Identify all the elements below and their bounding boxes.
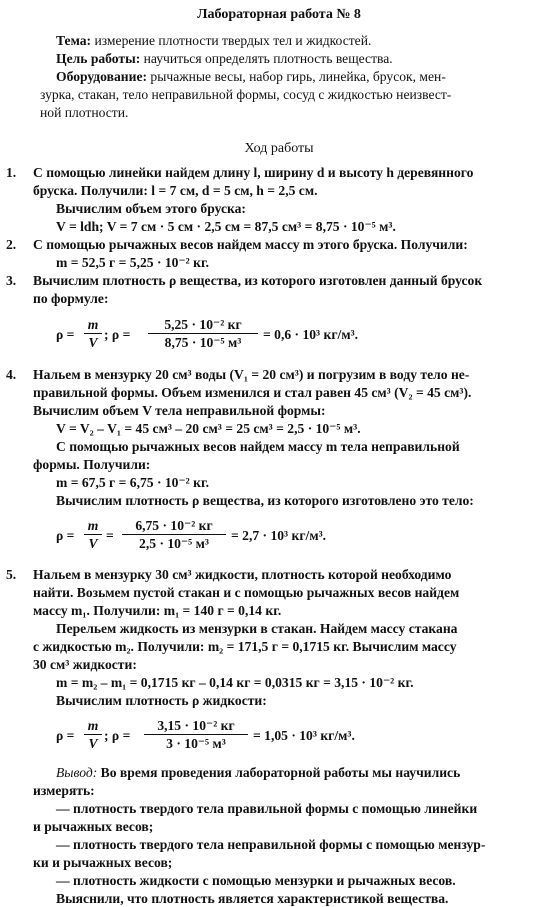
conclusion-line-6: ки и рычажных весов; (33, 855, 173, 870)
step-3-number: 3. (6, 273, 17, 288)
fraction-denominator: 3 · 10⁻⁵ м³ (166, 736, 226, 751)
step-2-line-1: С помощью рычажных весов найдем массу m этого бруска. Получили: (33, 237, 468, 252)
step-4-formula-result: = 2,7 · 10³ кг/м³. (231, 528, 327, 543)
equipment-text-1: рычажные весы, набор гирь, линейка, брусок, мен- (150, 69, 446, 84)
step-1-line-3: Вычислим объем этого бруска: (56, 201, 246, 216)
step-5-line-2: найти. Возьмем пустой стакан и с помощью рычажных весов найдем (33, 585, 460, 600)
step-4-line-6: формы. Получили: (33, 457, 151, 472)
step-4-line-1: Нальем в мензурку 20 см³ воды (V₁ = 20 см³) и погрузим в воду тело не- (33, 367, 470, 382)
step-4-line-7: m = 67,5 г = 6,75 · 10⁻² кг. (56, 475, 210, 490)
fraction-numerator: 6,75 · 10⁻² кг (122, 517, 226, 535)
step-2-number: 2. (6, 237, 17, 252)
step-4-formula-lhs: ρ = (56, 528, 75, 543)
conclusion-label: Вывод: (56, 765, 98, 780)
fraction-numerator: 5,25 · 10⁻² кг (148, 316, 258, 334)
step-3-formula-mid: ; ρ = (104, 327, 131, 342)
step-1-number: 1. (6, 165, 17, 180)
step-5-line-8: Вычислим плотность ρ жидкости: (56, 693, 267, 708)
fraction-denominator: 2,5 · 10⁻⁵ м³ (139, 536, 209, 551)
fraction-denominator: V (88, 536, 98, 551)
step-5-formula-result: = 1,05 · 10³ кг/м³. (253, 728, 355, 743)
fraction-numerator: m (84, 316, 102, 334)
equipment-text-3: ной плотности. (40, 105, 129, 120)
step-5-line-1: Нальем в мензурку 30 см³ жидкости, плотность которой необходимо (33, 567, 452, 582)
fraction-numerator: m (84, 517, 102, 535)
fraction-numerator: m (84, 717, 102, 735)
fraction-denominator: 8,75 · 10⁻⁵ м³ (164, 335, 242, 350)
conclusion-text-1: Во время проведения лабораторной работы мы научились (100, 765, 461, 780)
step-3-line-2: по формуле: (33, 291, 109, 306)
step-4-line-8: Вычислим плотность ρ вещества, из которого изготовлено это тело: (56, 493, 474, 508)
goal-text: научиться определять плотность вещества. (143, 51, 393, 66)
equipment-line (56, 68, 446, 85)
step-5-line-3: массу m₁. Получили: m₁ = 140 г = 0,14 кг. (33, 603, 282, 618)
step-5-line-4: Перельем жидкость из мензурки в стакан. Найдем массу стакана (56, 621, 458, 636)
theme-line (56, 32, 371, 49)
step-3-fraction-values (148, 316, 258, 351)
conclusion-line-2: измерять: (33, 783, 95, 798)
step-4-number: 4. (6, 367, 17, 382)
step-4-fraction-m-v (84, 517, 102, 552)
conclusion-line-8: Выяснили, что плотность является характеристикой вещества. (56, 891, 449, 906)
fraction-denominator: V (88, 335, 98, 350)
theme-text: измерение плотности твердых тел и жидкостей. (94, 33, 372, 48)
conclusion-line-3: — плотность твердого тела правильной формы с помощью линейки (56, 801, 478, 816)
step-4-line-3: Вычислим объем V тела неправильной формы: (33, 403, 326, 418)
equipment-label: Оборудование: (56, 69, 148, 84)
step-3-line-1: Вычислим плотность ρ вещества, из которого изготовлен данный брусок (33, 273, 483, 288)
step-4-fraction-values (122, 517, 226, 552)
goal-label: Цель работы: (56, 51, 141, 66)
step-4-line-5: С помощью рычажных весов найдем массу m тела неправильной (56, 439, 460, 454)
step-4-line-4: V = V₂ – V₁ = 45 см³ – 20 см³ = 25 см³ = 2,5 · 10⁻⁵ м³. (56, 421, 361, 436)
step-3-formula-result: = 0,6 · 10³ кг/м³. (263, 327, 359, 342)
step-5-formula-mid: ; ρ = (104, 728, 131, 743)
conclusion-line-7: — плотность жидкости с помощью мензурки и рычажных весов. (56, 873, 456, 888)
conclusion-line-5: — плотность твердого тела неправильной формы с помощью мензур- (56, 837, 486, 852)
step-2-line-2: m = 52,5 г = 5,25 · 10⁻² кг. (56, 255, 210, 270)
step-1-line-2: бруска. Получили: l = 7 см, d = 5 см, h = 2,5 см. (33, 183, 318, 198)
conclusion-line-4: и рычажных весов; (33, 819, 154, 834)
step-3-fraction-m-v (84, 316, 102, 351)
step-1-line-4: V = ldh; V = 7 см · 5 см · 2,5 см = 87,5 см³ = 8,75 · 10⁻⁵ м³. (56, 219, 396, 234)
theme-label: Тема: (56, 33, 92, 48)
page-title: Лабораторная работа № 8 (197, 7, 361, 22)
equipment-text-2: зурка, стакан, тело неправильной формы, сосуд с жидкостью неизвест- (40, 87, 452, 102)
step-5-line-6: 30 см³ жидкости: (33, 657, 137, 672)
step-5-fraction-values (144, 717, 248, 752)
step-5-line-5: с жидкостью m₂. Получили: m₂ = 171,5 г = 0,1715 кг. Вычислим массу (33, 639, 457, 654)
step-1-line-1: С помощью линейки найдем длину l, ширину d и высоту h деревянного (33, 165, 474, 180)
fraction-denominator: V (88, 736, 98, 751)
fraction-numerator: 3,15 · 10⁻² кг (144, 717, 248, 735)
step-5-fraction-m-v (84, 717, 102, 752)
step-5-formula-lhs: ρ = (56, 728, 75, 743)
step-4-formula-mid: = (106, 528, 114, 543)
step-3-formula-lhs: ρ = (56, 327, 75, 342)
goal-line (56, 50, 393, 67)
step-5-line-7: m = m₂ – m₁ = 0,1715 кг – 0,14 кг = 0,0315 кг = 3,15 · 10⁻² кг. (56, 675, 414, 690)
conclusion-line-1 (56, 764, 460, 781)
progress-title: Ход работы (244, 141, 314, 156)
step-4-line-2: правильной формы. Объем изменился и стал равен 45 см³ (V₂ = 45 см³). (33, 385, 472, 400)
step-5-number: 5. (6, 567, 17, 582)
